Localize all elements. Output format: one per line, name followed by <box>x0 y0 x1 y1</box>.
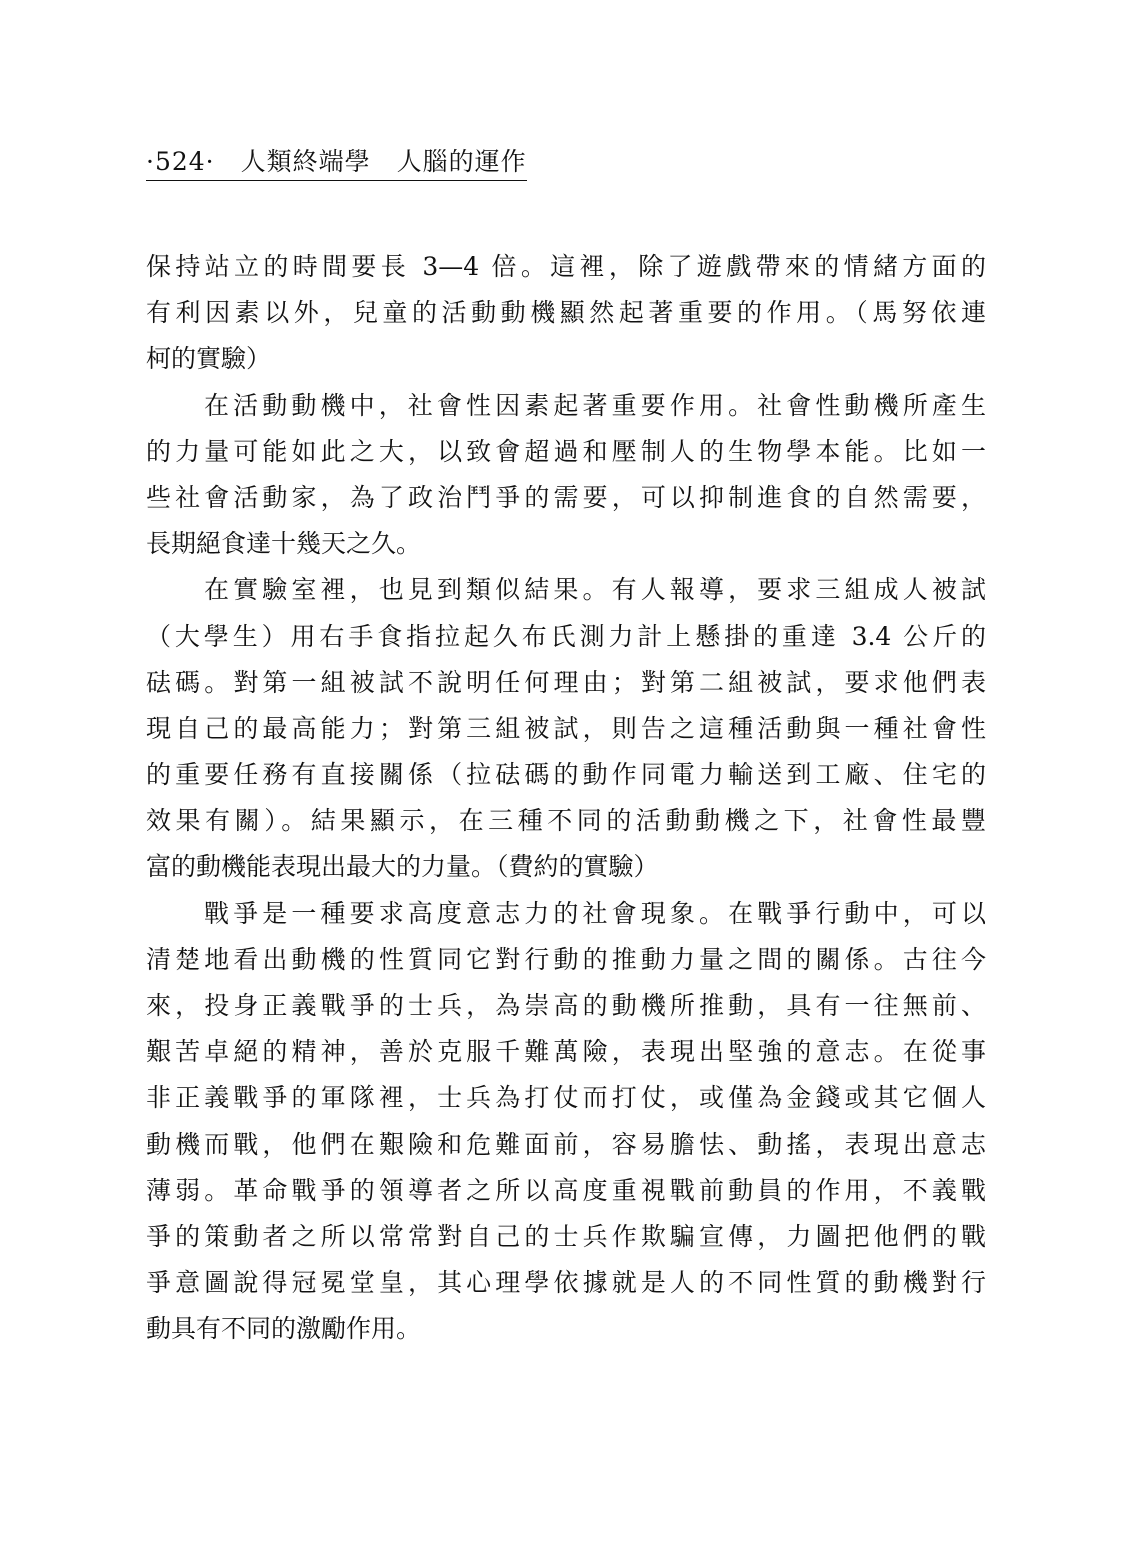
text-line: 來，投身正義戰爭的士兵，為崇高的動機所推動，具有一往無前、 <box>146 991 986 1020</box>
text-line: 的力量可能如此之大，以致會超過和壓制人的生物學本能。比如一 <box>146 436 986 466</box>
text-line: 保持站立的時間要長 3—4 倍。這裡，除了遊戲帶來的情緒方面的 <box>146 252 986 281</box>
text-line: （大學生）用右手食指拉起久布氏測力計上懸掛的重達 3.4 公斤的 <box>146 621 986 651</box>
text-line: 動機而戰，他們在艱險和危難面前，容易膽怯、動搖，表現出意志 <box>146 1129 986 1159</box>
text-line: 現自己的最高能力；對第三組被試，則告之這種活動與一種社會性 <box>146 713 986 743</box>
text-line: 爭意圖說得冠冕堂皇，其心理學依據就是人的不同性質的動機對行 <box>146 1268 986 1298</box>
text-line: 戰爭是一種要求高度意志力的社會現象。在戰爭行動中，可以 <box>204 898 986 928</box>
text-line: 效果有關）。結果顯示，在三種不同的活動動機之下，社會性最豐 <box>146 806 986 836</box>
text-line: 長期絕食達十幾天之久。 <box>146 529 422 559</box>
text-line: 在活動動機中，社會性因素起著重要作用。社會性動機所產生 <box>204 390 986 420</box>
text-line: 柯的實驗） <box>146 344 272 374</box>
text-line: 爭的策動者之所以常常對自己的士兵作欺騙宣傳，力圖把他們的戰 <box>146 1221 986 1251</box>
page-number: ·524· <box>146 147 215 176</box>
running-head <box>146 146 527 181</box>
text-line: 有利因素以外，兒童的活動動機顯然起著重要的作用。（馬努依連 <box>146 298 986 328</box>
text-line: 在實驗室裡，也見到類似結果。有人報導，要求三組成人被試 <box>204 575 986 605</box>
text-line: 的重要任務有直接關係（拉砝碼的動作同電力輸送到工廠、住宅的 <box>146 760 986 790</box>
text-line: 動具有不同的激勵作用。 <box>146 1314 422 1344</box>
text-line: 非正義戰爭的軍隊裡，士兵為打仗而打仗，或僅為金錢或其它個人 <box>146 1083 986 1113</box>
text-line: 些社會活動家，為了政治鬥爭的需要，可以抑制進食的自然需要， <box>146 482 986 512</box>
text-line: 薄弱。革命戰爭的領導者之所以高度重視戰前動員的作用，不義戰 <box>146 1175 986 1205</box>
text-line: 砝碼。對第一組被試不說明任何理由；對第二組被試，要求他們表 <box>146 667 986 697</box>
book-title: 人類終端學 <box>240 147 371 176</box>
text-line: 艱苦卓絕的精神，善於克服千難萬險，表現出堅強的意志。在從事 <box>146 1037 986 1067</box>
text-line: 清楚地看出動機的性質同它對行動的推動力量之間的關係。古往今 <box>146 944 986 974</box>
chapter-title: 人腦的運作 <box>396 147 527 176</box>
body-text <box>146 244 986 1353</box>
text-line: 富的動機能表現出最大的力量。（費約的實驗） <box>146 852 659 882</box>
